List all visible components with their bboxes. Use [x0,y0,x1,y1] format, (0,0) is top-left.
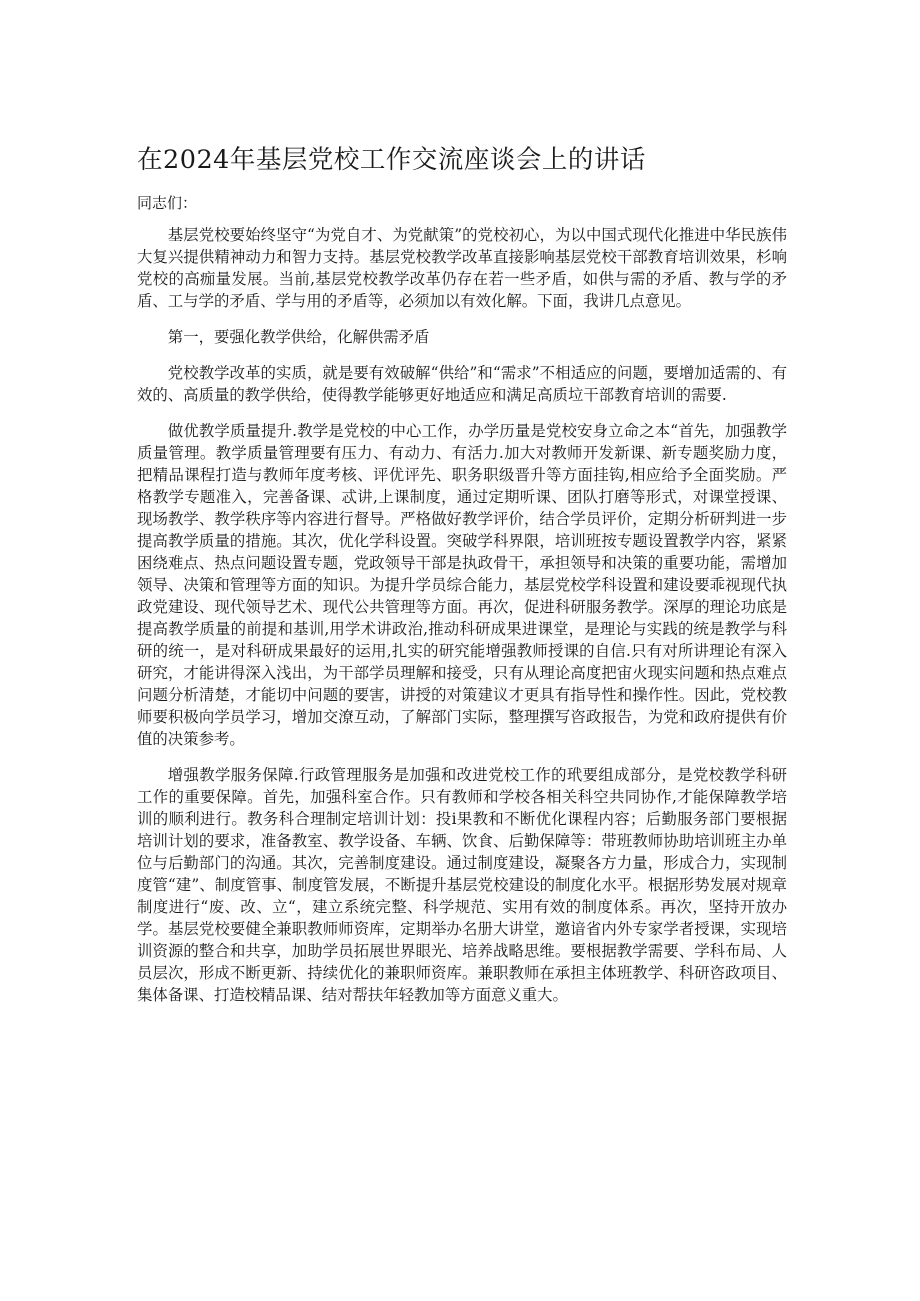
document-title: 在2024年基层党校工作交流座谈会上的讲话 [137,145,646,175]
paragraph-teaching-quality: 做优教学质量提升.教学是党校的中心工作，办学历量是党校安身立命之本“首先，加强教学质量管理。教学质量管理要有压力、有动力、有活力.加大对教师开发新课、新专题奖励力度，把精品课程打造与教师年度考核、评优评先、职务职级晋升等方面挂钩,相应给予全面奖励。严格教学专题准入，完善备课、忒讲,上课制度，通过定期听课、团队打磨等形式，对课堂授课、现场教学、教学秩序等内容进行督导。严格做好教学评价，结合学员评价，定期分析研判进一步提高教学质量的措施。其次，优化学科设置。突破学科界限，培训班按专题设置教学内容，紧紧困绕难点、热点问题设置专题，党政领导干部是执政骨干，承担领导和决策的重要功能，需增加领导、决策和管理等方面的知识。为提升学员综合能力，基层党校学科设置和建设要乖视现代执政党建设、现代领导艺术、现代公共管理等方面。再次，促进科研服务教学。深厚的理论功底是提高教学质量的前提和基训,用学术讲政治,推动科研成果进课堂，是理论与实践的统是教学与科研的统一，是对科研成果最好的运用,扎实的研究能增强教师授课的自信.只有对所讲理论有深入研究，才能讲得深入浅出，为干部学员理解和接受，只有从理论高度把宙火现实问题和热点难点问题分析清楚，才能切中问题的要害，讲授的对策建议才更具有指导性和操作性。因此，党校教师要积极向学员学习，增加交潦互动，了解部门实际，整理撰写咨政报告，为党和政府提供有价值的决策参考。 [137,422,787,748]
paragraph-service-support: 增强教学服务保障.行政管理服务是加强和改进党校工作的玳要组成部分，是党校教学科研工作的重要保障。首先，加强科室合作。只有教师和学校各相关科空共同协作,才能保障教学培训的顺利进行。教务科合理制定培训计划：投i果教和不断优化课程内容；后勤服务部门要根据培训计划的要求，准备教室、教学设备、车辆、饮食、后勤保障等：带班教师协助培训班主办单位与后勤部门的沟通。其次，完善制度建设。通过制度建设，凝聚各方力量，形成合力，实现制度管“建”、制度管事、制度管发展，不断提升基层党校建设的制度化水平。根据形势发展对规章制度进行“废、改、立“，建立系统完整、科学规范、实用有效的制度体系。再次，坚持开放办学。基层党校要健全兼职教师师资库，定期举办名册大讲堂，邀谙省内外专家学者授课，实现培训资源的整合和共享，加助学员拓展世界眼光、培养战略思维。要根据教学需要、学科布局、人员层次，形成不断更新、持续优化的兼职师资库。兼职教师在承担主体班教学、科研咨政项目、集体备课、打造校精品课、结对帮扶年轻教加等方面意义重大。 [137,766,787,1004]
salutation: 同志们： [137,194,198,212]
paragraph-intro: 基层党校要始终坚守“为党自才、为党献策”的党校初心，为以中国式现代化推进中华民族伟大复兴提供精神动力和智力支持。基层党校教学改革直接影响基层党校干部教育培训效果，杉响党校的高痂量发展。当前,基层党校教学改革仍存在若一些矛盾，如供与需的矛盾、教与学的矛盾、工与学的矛盾、学与用的矛盾等，必须加以有效化解。下面，我讲几点意见。 [137,226,787,310]
paragraph-supply: 党校教学改革的实质，就是要有效破解“供给”和“需求”不相适应的问题，要增加适需的、有效的、高质量的教学供给，使得教学能够更好地适应和满足高质垃干部教育培训的需要. [137,364,787,404]
section-heading-1: 第一，要强化教学供给，化解供需矛盾 [167,328,430,346]
document-page [137,140,787,1020]
